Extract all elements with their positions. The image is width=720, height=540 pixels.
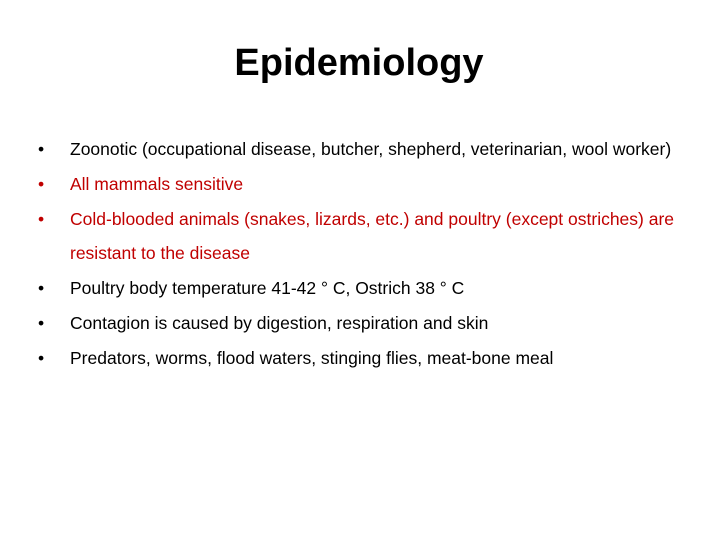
bullet-item: [38, 306, 698, 340]
bullet-text: Predators, worms, flood waters, stinging flies, meat-bone meal: [70, 348, 554, 368]
bullet-item: [38, 341, 698, 375]
bullet-item: [38, 167, 698, 201]
bullet-dot-icon: •: [38, 174, 45, 194]
bullet-text: Zoonotic (occupational disease, butcher, shepherd, veterinarian, wool worker): [70, 139, 672, 159]
bullet-text: Cold-blooded animals (snakes, lizards, etc.) and poultry (except ostriches) are resistant to the disease: [70, 209, 675, 263]
bullet-text: Poultry body temperature 41-42 ° C, Ostrich 38 ° C: [70, 278, 465, 298]
bullet-item: [38, 132, 698, 166]
bullet-list: [38, 132, 698, 376]
slide-title: Epidemiology: [234, 42, 484, 84]
bullet-item: [38, 271, 698, 305]
bullet-dot-icon: •: [38, 348, 45, 368]
bullet-dot-icon: •: [38, 278, 45, 298]
bullet-dot-icon: •: [38, 313, 45, 333]
bullet-dot-icon: •: [38, 139, 45, 159]
bullet-text: All mammals sensitive: [70, 174, 244, 194]
bullet-item: [38, 202, 698, 270]
bullet-dot-icon: •: [38, 209, 45, 229]
bullet-text: Contagion is caused by digestion, respiration and skin: [70, 313, 489, 333]
